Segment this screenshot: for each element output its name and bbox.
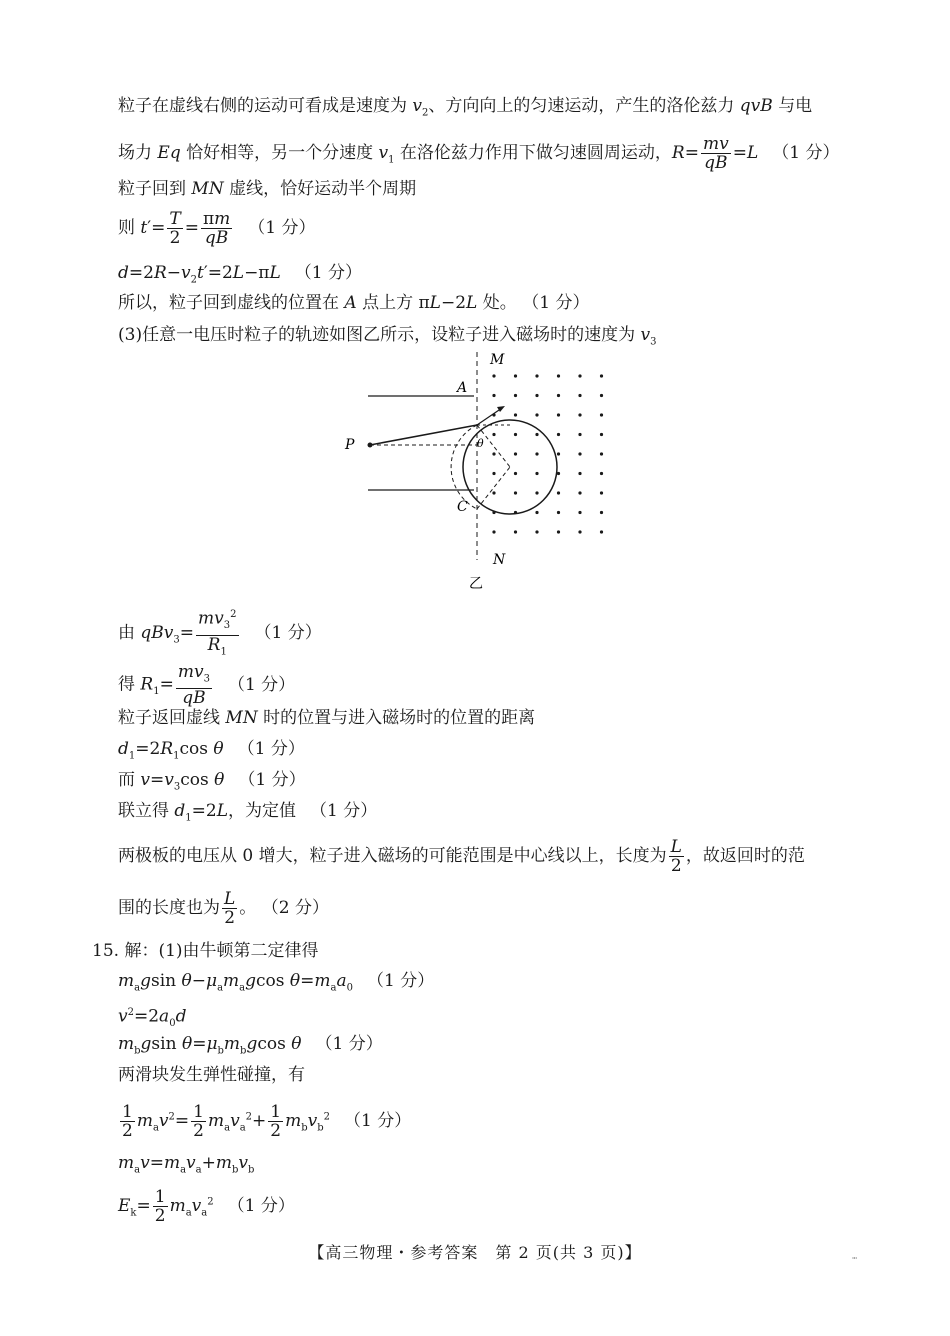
field-dot	[514, 433, 517, 436]
label-C: C	[457, 499, 468, 515]
text-line: $d=2R-v_2t'=2L-\pi L$ （1 分）	[118, 263, 363, 286]
label-A: A	[457, 380, 468, 396]
field-dot	[600, 472, 603, 475]
field-dot	[578, 413, 581, 416]
field-dot	[492, 433, 495, 436]
field-dot	[578, 452, 581, 455]
field-dot	[578, 472, 581, 475]
text-line: 联立得 $d_1=2L$，为定值 （1 分）	[118, 801, 378, 824]
field-dot	[578, 491, 581, 494]
text-line: 由 qBv$_3$= $\frac{mv_3^2}{R_1}$ （1 分）	[118, 606, 322, 661]
field-dot	[492, 452, 495, 455]
text-line: 则 t′= $\frac{T}{2}$ = $\frac{\pi m}{qB}$ （1 分）	[118, 209, 316, 248]
field-dot	[557, 394, 560, 397]
field-dot	[600, 491, 603, 494]
text-line: $m_agsin$ $\theta-\mu_am_agcos$ $\theta=m_aa_0$ （1 分）	[118, 971, 435, 994]
field-dot	[492, 491, 495, 494]
label-P: P	[345, 437, 355, 453]
field-dot	[557, 511, 560, 514]
problem-15-heading: 15. 解：(1)由牛顿第二定律得	[92, 941, 319, 961]
field-dot	[535, 394, 538, 397]
field-dot	[514, 413, 517, 416]
field-dot	[535, 452, 538, 455]
field-dot	[535, 472, 538, 475]
text-line: $m_av=m_av_a+m_bv_b$	[118, 1153, 255, 1176]
figure-caption: 乙	[469, 576, 483, 592]
field-dot	[514, 472, 517, 475]
field-dot	[600, 433, 603, 436]
text-line: $\frac{1}{2}$ $m_av^2=$ $\frac{1}{2}$ $m_av_a^2+$ $\frac{1}{2}$ $m_bv_b^2$ （1 分）	[122, 1102, 412, 1141]
field-dot	[600, 413, 603, 416]
field-dot	[578, 374, 581, 377]
corner-mark: ⵈ	[852, 1254, 858, 1263]
field-dot	[514, 394, 517, 397]
field-dot	[578, 511, 581, 514]
field-dot	[492, 374, 495, 377]
text-line: 两滑块发生弹性碰撞，有	[118, 1065, 305, 1085]
field-dot	[514, 452, 517, 455]
text-line: 场力 Eq 恰好相等，另一个分速度 $v_1$ 在洛伦兹力作用下做匀速圆周运动，R= $\frac{mv}{qB}$ =L （1 分）	[118, 134, 840, 173]
text-line: 两极板的电压从 0 增大，粒子进入磁场的可能范围是中心线以上，长度为 $\frac{L}{2}$ ，故返回时的范	[118, 837, 805, 876]
label-N: N	[493, 552, 506, 568]
field-dot	[557, 491, 560, 494]
field-dot	[557, 413, 560, 416]
text-line: $d_1=2R_1\cos$ θ （1 分）	[118, 739, 305, 762]
text-line: $E_k=$ $\frac{1}{2}$ $m_av_a^2$ （1 分）	[118, 1187, 295, 1226]
field-dot	[535, 413, 538, 416]
field-dot	[578, 530, 581, 533]
field-dot	[600, 394, 603, 397]
field-dot	[535, 530, 538, 533]
field-dot	[535, 374, 538, 377]
text-line: 所以，粒子回到虚线的位置在 A 点上方 πL−2L 处。 （1 分）	[118, 293, 590, 313]
text-line: $m_bgsin$ $\theta=\mu_bm_bgcos$ θ （1 分）	[118, 1034, 383, 1057]
label-M: M	[490, 352, 505, 368]
text-line: 粒子在虚线右侧的运动可看成是速度为 $v_2$、方向向上的匀速运动，产生的洛伦兹力 qvB 与电	[118, 96, 813, 119]
field-dot	[535, 511, 538, 514]
field-dot	[600, 374, 603, 377]
label-theta: θ	[477, 437, 484, 450]
field-dot	[514, 374, 517, 377]
field-dot	[557, 530, 560, 533]
field-dot	[600, 530, 603, 533]
figure-yi	[330, 345, 630, 595]
field-dot	[535, 491, 538, 494]
field-dot	[492, 472, 495, 475]
field-dot	[557, 374, 560, 377]
field-dot	[492, 394, 495, 397]
text-line: 围的长度也为 $\frac{L}{2}$ 。 （2 分）	[118, 889, 330, 928]
field-dot	[600, 511, 603, 514]
page-footer: 【高三物理・参考答案 第 2 页(共 3 页)】	[308, 1243, 642, 1262]
text-line: (3)任意一电压时粒子的轨迹如图乙所示，设粒子进入磁场时的速度为 $v_3$	[118, 325, 657, 348]
text-line: 而 $v=v_3\cos$ θ （1 分）	[118, 770, 306, 793]
text-line: 粒子回到 MN 虚线，恰好运动半个周期	[118, 179, 417, 199]
field-dot	[514, 530, 517, 533]
field-dot	[578, 433, 581, 436]
field-dot	[514, 491, 517, 494]
field-dot	[557, 452, 560, 455]
text-line: 得 $R_1=$ $\frac{mv_3}{qB}$ （1 分）	[118, 662, 296, 709]
text-line: $v^2=2a_0d$	[118, 1006, 187, 1030]
field-dot	[557, 433, 560, 436]
field-dot	[492, 530, 495, 533]
field-dot	[578, 394, 581, 397]
field-dot	[535, 433, 538, 436]
field-dot	[600, 452, 603, 455]
text-line: 粒子返回虚线 MN 时的位置与进入磁场时的位置的距离	[118, 708, 536, 728]
